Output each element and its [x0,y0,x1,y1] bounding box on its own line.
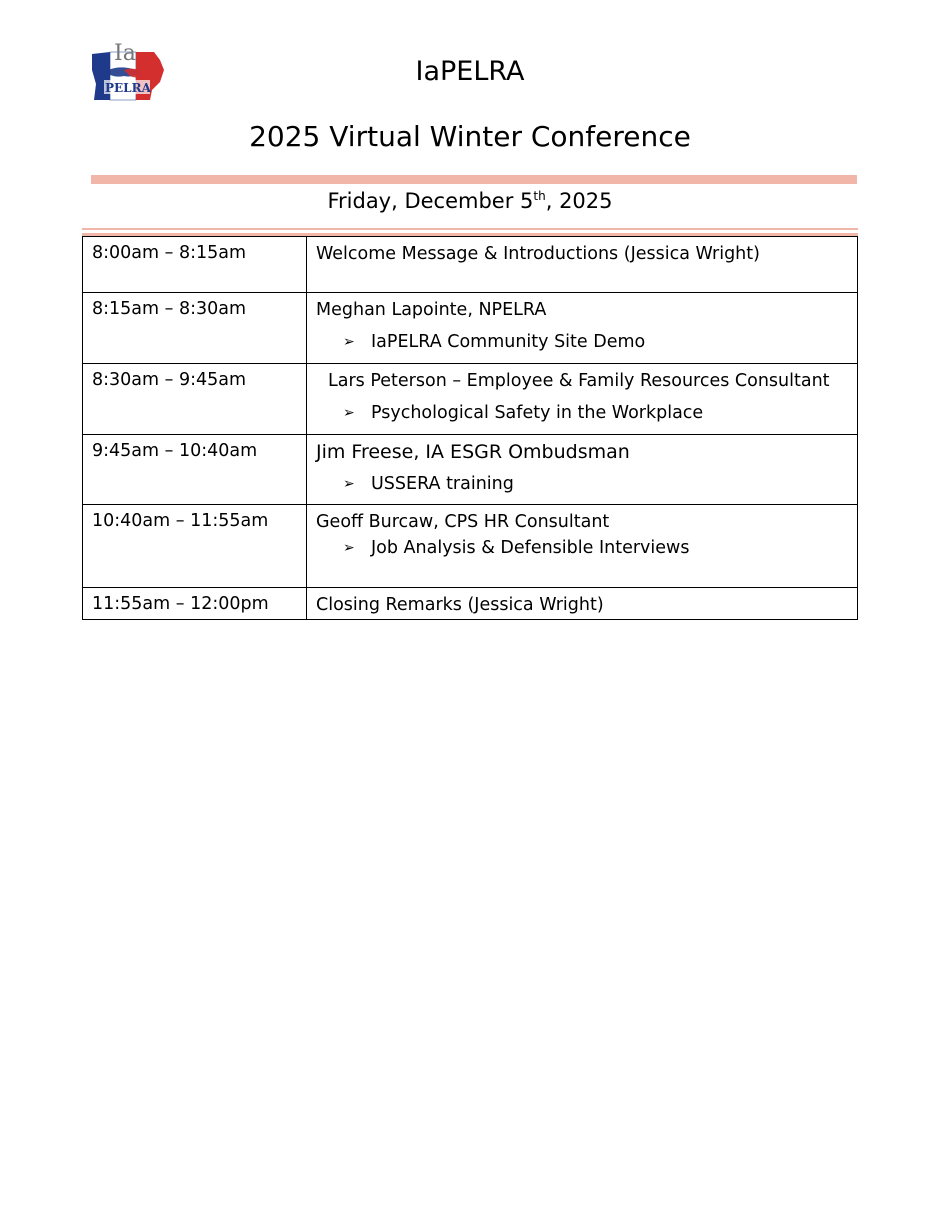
session-title: Jim Freese, IA ESGR Ombudsman [316,441,630,463]
session-cell [307,237,858,293]
session-topic [316,402,849,424]
logo-pelra-text: PELRA [105,81,151,95]
organization-title: IaPELRA [415,56,525,87]
arrow-bullet-icon: ➢ [343,334,355,350]
session-cell [307,588,858,620]
schedule-row [83,293,858,364]
date-prefix: Friday, December 5 [327,189,534,213]
session-title: Geoff Burcaw, CPS HR Consultant [316,512,610,532]
session-title: Closing Remarks (Jessica Wright) [316,595,604,615]
session-cell [307,435,858,505]
time-cell: 8:30am – 9:45am [83,364,307,435]
session-cell [307,364,858,435]
accent-bar-top [91,175,857,184]
schedule-row [83,435,858,505]
session-topic [316,473,849,495]
accent-rule-1 [82,228,858,230]
schedule-row [83,505,858,588]
conference-title: 2025 Virtual Winter Conference [249,120,691,153]
session-topic [316,537,849,559]
schedule-row [83,364,858,435]
session-cell [307,505,858,588]
arrow-bullet-icon: ➢ [343,476,355,492]
session-title: Lars Peterson – Employee & Family Resources Consultant [328,371,830,391]
time-cell: 10:40am – 11:55am [83,505,307,588]
session-title: Welcome Message & Introductions (Jessica Wright) [316,244,760,264]
time-cell: 9:45am – 10:40am [83,435,307,505]
session-topic-text: IaPELRA Community Site Demo [371,332,646,352]
arrow-bullet-icon: ➢ [343,540,355,556]
session-title: Meghan Lapointe, NPELRA [316,300,547,320]
session-topic-text: Job Analysis & Defensible Interviews [371,538,690,558]
time-cell: 8:15am – 8:30am [83,293,307,364]
schedule-row [83,237,858,293]
date-suffix: , 2025 [545,189,613,213]
schedule-table [82,236,858,620]
session-topic-text: Psychological Safety in the Workplace [371,403,704,423]
arrow-bullet-icon: ➢ [343,405,355,421]
session-topic [316,331,849,353]
session-topic-text: USSERA training [371,474,514,494]
conference-date [0,189,940,213]
date-ordinal: th [533,189,546,203]
session-cell [307,293,858,364]
logo-ia-text: Ia [114,41,136,66]
time-cell: 8:00am – 8:15am [83,237,307,293]
schedule-row [83,588,858,620]
time-cell: 11:55am – 12:00pm [83,588,307,620]
